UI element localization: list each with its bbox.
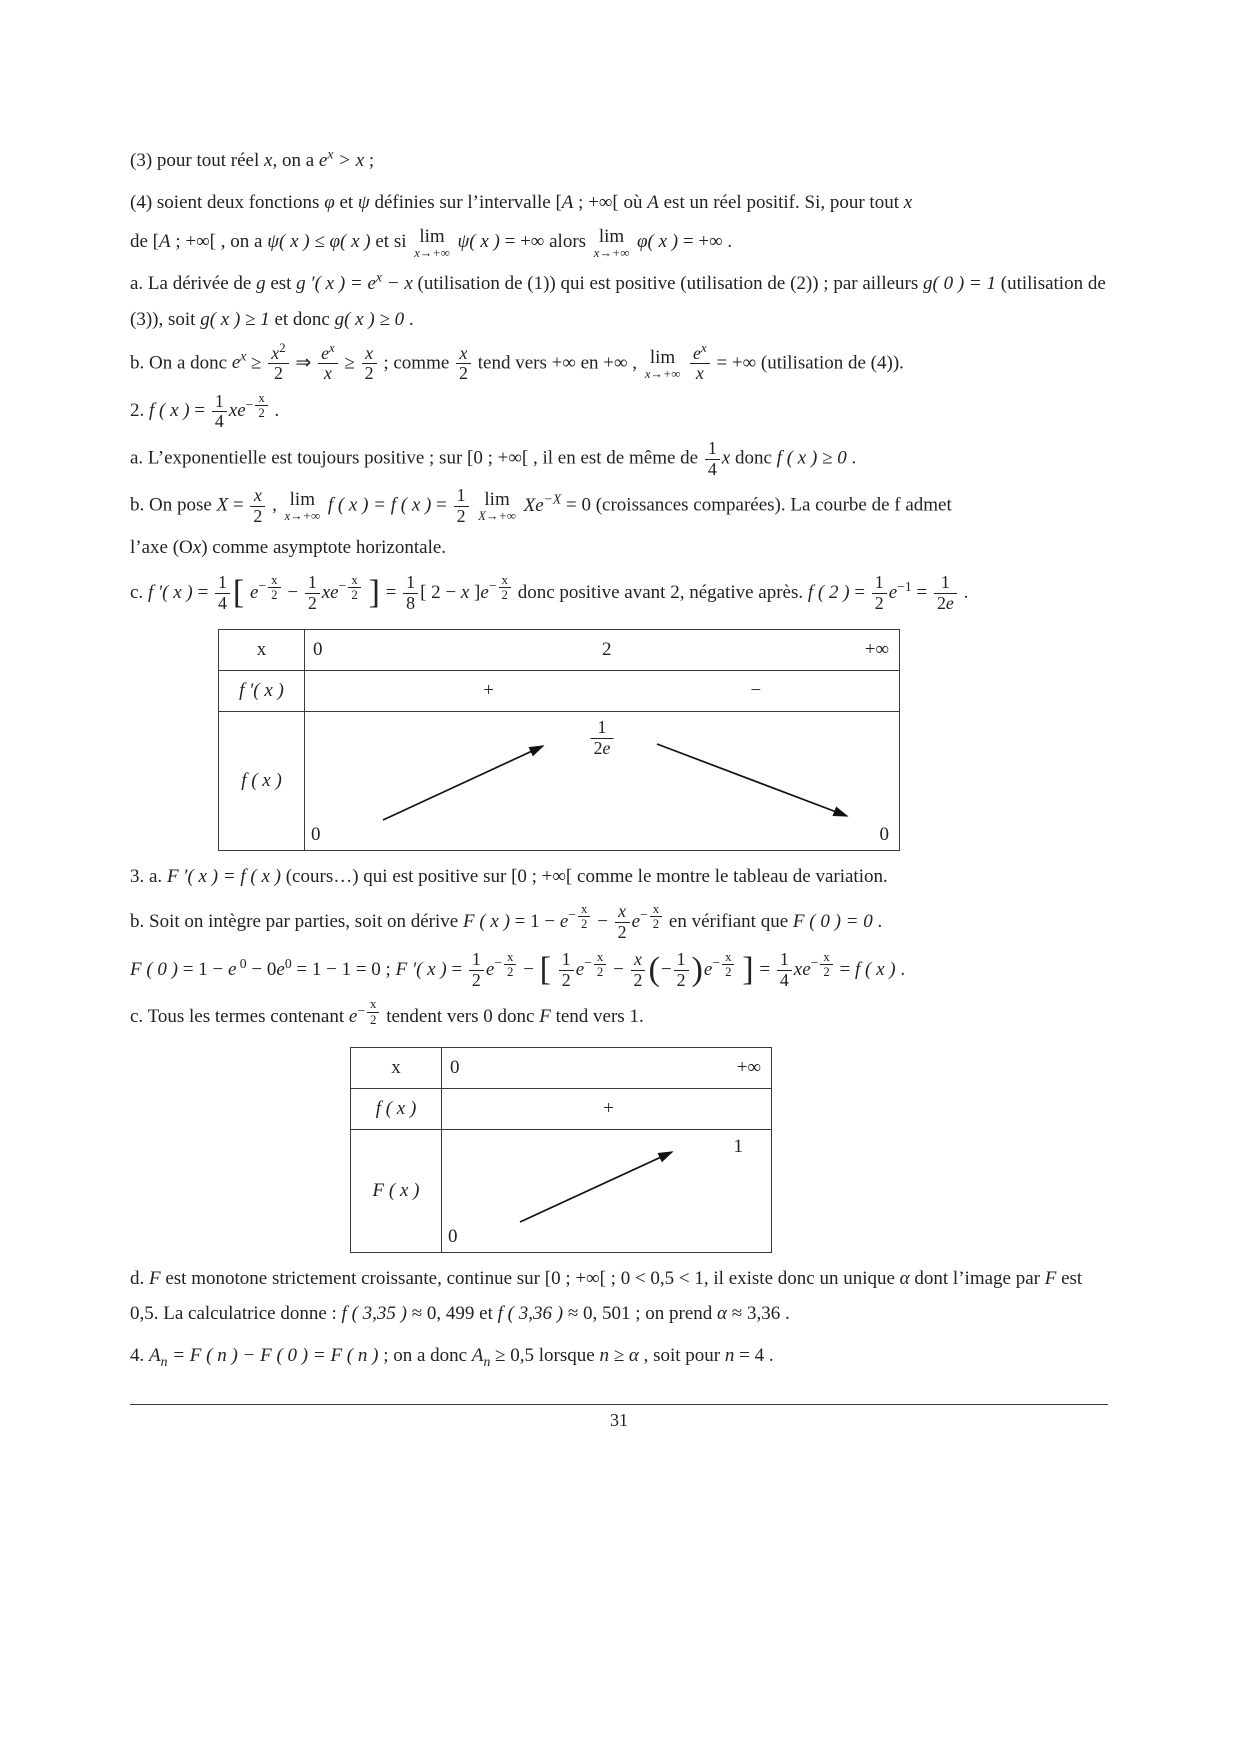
row-label-f: f ( x ) <box>351 1089 442 1129</box>
table-row <box>219 712 899 850</box>
F-value-start: 0 <box>448 1225 458 1247</box>
answer-2a: a. L’exponentielle est toujours positive ; sur [0 ; +∞[ , il en est de même de $\frac{1}{4}$ x donc f ( x ) ≥ 0 . <box>130 437 857 479</box>
answer-2c: c. f ′( x ) = $\frac{1}{4}$ [ $e^{- \frac{x}{2}}$ − $\frac{1}{2}$ $xe^{- \frac{x}{2}}$ ] = $\frac{1}{8}$ [ 2 − x ]$e^{- \frac{x}{2}}$ donc positive avant 2, négative après. f ( 2 ) = $\frac{1}{2}$ $e^{-1}$ = $\frac{1}{2e}$ . <box>130 572 969 613</box>
row-label-F: F ( x ) <box>351 1130 442 1252</box>
sign-plus: + <box>603 1097 614 1119</box>
page-footer <box>130 1404 1108 1431</box>
x-value-infinity: +∞ <box>736 1056 761 1078</box>
x-value-infinity: +∞ <box>864 639 889 661</box>
f-value-end: 0 <box>879 824 889 846</box>
table-row <box>351 1048 771 1089</box>
sign-cells <box>442 1089 771 1129</box>
answer-3b-computation: F ( 0 ) = 1 − e $^0 - 0e^0 = 1 - 1 = 0$ ; F ′( x ) = $\frac{1}{2}$ $e^{- \frac{x}{2}}$ − [ $\frac{1}{2}$ $e^{- \frac{x}{2}}$ − $\frac{x}{2}$ (− $\frac{1}{2}$ )$e^{- \frac{x}{2}}$ ] = $\frac{1}{4}$ $xe^{- \frac{x}{2}}$ = f ( x ) . <box>130 949 906 990</box>
f-value-max: $\frac{1}{2e}$ <box>589 718 616 758</box>
answer-2b-line1: b. On pose X = $\frac{x}{2}$ , lim x→+∞ f ( x ) = f ( x ) = $\frac{1}{2}$ lim X→+∞ $Xe^{-X} = 0$ (croissances comparées). La courbe de f admet <box>130 485 952 526</box>
answer-1a: a. La dérivée de g est g ′( x ) = $e^x - x$ (utilisation de (1)) qui est positive (utilisation de (2)) ; par ailleurs g( 0 ) = 1 (utilisation de (3)), soit g( x ) ≥ 1 et donc g( x ) ≥ 0 . <box>130 270 1106 330</box>
answer-2b-line2: l’axe (Ox) comme asymptote horizontale. <box>130 537 447 559</box>
sign-minus: − <box>750 680 762 702</box>
table-row <box>219 630 899 671</box>
statement-3: (3) pour tout réel x, on a $e^x > x$ ; <box>130 146 375 171</box>
answer-3c: c. Tous les termes contenant $e^{- \frac{x}{2}}$ tendent vers 0 donc F tend vers 1. <box>130 997 644 1028</box>
statement-4-line2: de [A ; +∞[ , on a ψ( x ) ≤ φ( x ) et si lim x→+∞ ψ( x ) = +∞ alors lim x→+∞ φ( x ) = +∞ . <box>130 225 733 260</box>
answer-3b: b. Soit on intègre par parties, soit on dérive F ( x ) = $1 - e^{- \frac{x}{2}}$ − $\frac{x}{2}$ $e^{- \frac{x}{2}}$ en vérifiant que F ( 0 ) = 0 . <box>130 901 883 942</box>
answer-3d: d. F est monotone strictement croissante, continue sur [0 ; +∞[ ; 0 < 0,5 < 1, il existe donc un unique α dont l’image par F est 0,5. La calculatrice donne : f ( 3,35 ) ≈ 0, 499 et f ( 3,36 ) ≈ 0, 501 ; on prend α ≈ 3,36 . <box>130 1267 1083 1324</box>
sign-cells <box>305 671 899 711</box>
question-2-definition: 2. f ( x ) = $\frac{1}{4}$ $xe^{- \frac{x}{2}}$ . <box>130 390 280 432</box>
row-label-f: f ( x ) <box>219 712 305 850</box>
statement-4-line1: (4) soient deux fonctions φ et ψ définies sur l’intervalle [A ; +∞[ où A est un réel positif. Si, pour tout x <box>130 192 913 214</box>
table-col-x: x <box>351 1048 442 1088</box>
table-row <box>351 1130 771 1252</box>
answer-1b: b. On a donc $e^x$ ≥ $\frac{x^2}{2}$ ⇒ $\frac{e^x}{x}$ ≥ $\frac{x}{2}$ ; comme $\frac{x}{2}$ tend vers +∞ en +∞ , lim x→+∞ $\frac{e^x}{x}$ = +∞ (utilisation de (4)). <box>130 340 904 384</box>
variation-cell <box>305 712 899 850</box>
table-x-values <box>305 630 899 670</box>
x-value-0: 0 <box>450 1056 460 1078</box>
F-value-end: 1 <box>733 1135 743 1157</box>
answer-4: 4. $A_n = F$ ( n ) − F ( 0 ) = F ( n ) ; on a donc $A_n \ge 0,5$ lorsque n ≥ α , soit pour n = 4 . <box>130 1344 774 1369</box>
variation-table-F <box>350 1047 772 1253</box>
f-value-start: 0 <box>311 824 321 846</box>
answer-3a: 3. a. F ′( x ) = f ( x ) (cours…) qui est positive sur [0 ; +∞[ comme le montre le tableau de variation. <box>130 866 888 888</box>
row-label-fprime: f '( x ) <box>219 671 305 711</box>
table-col-x: x <box>219 630 305 670</box>
variation-cell <box>442 1130 771 1252</box>
x-value-2: 2 <box>602 639 612 661</box>
variation-arrows <box>305 712 898 850</box>
variation-arrows <box>442 1130 770 1252</box>
table-x-values <box>442 1048 771 1088</box>
variation-table-f <box>218 629 900 851</box>
table-row <box>351 1089 771 1130</box>
x-value-0: 0 <box>313 639 323 661</box>
table-row <box>219 671 899 712</box>
page-number: 31 <box>610 1410 628 1430</box>
sign-plus: + <box>483 680 494 702</box>
